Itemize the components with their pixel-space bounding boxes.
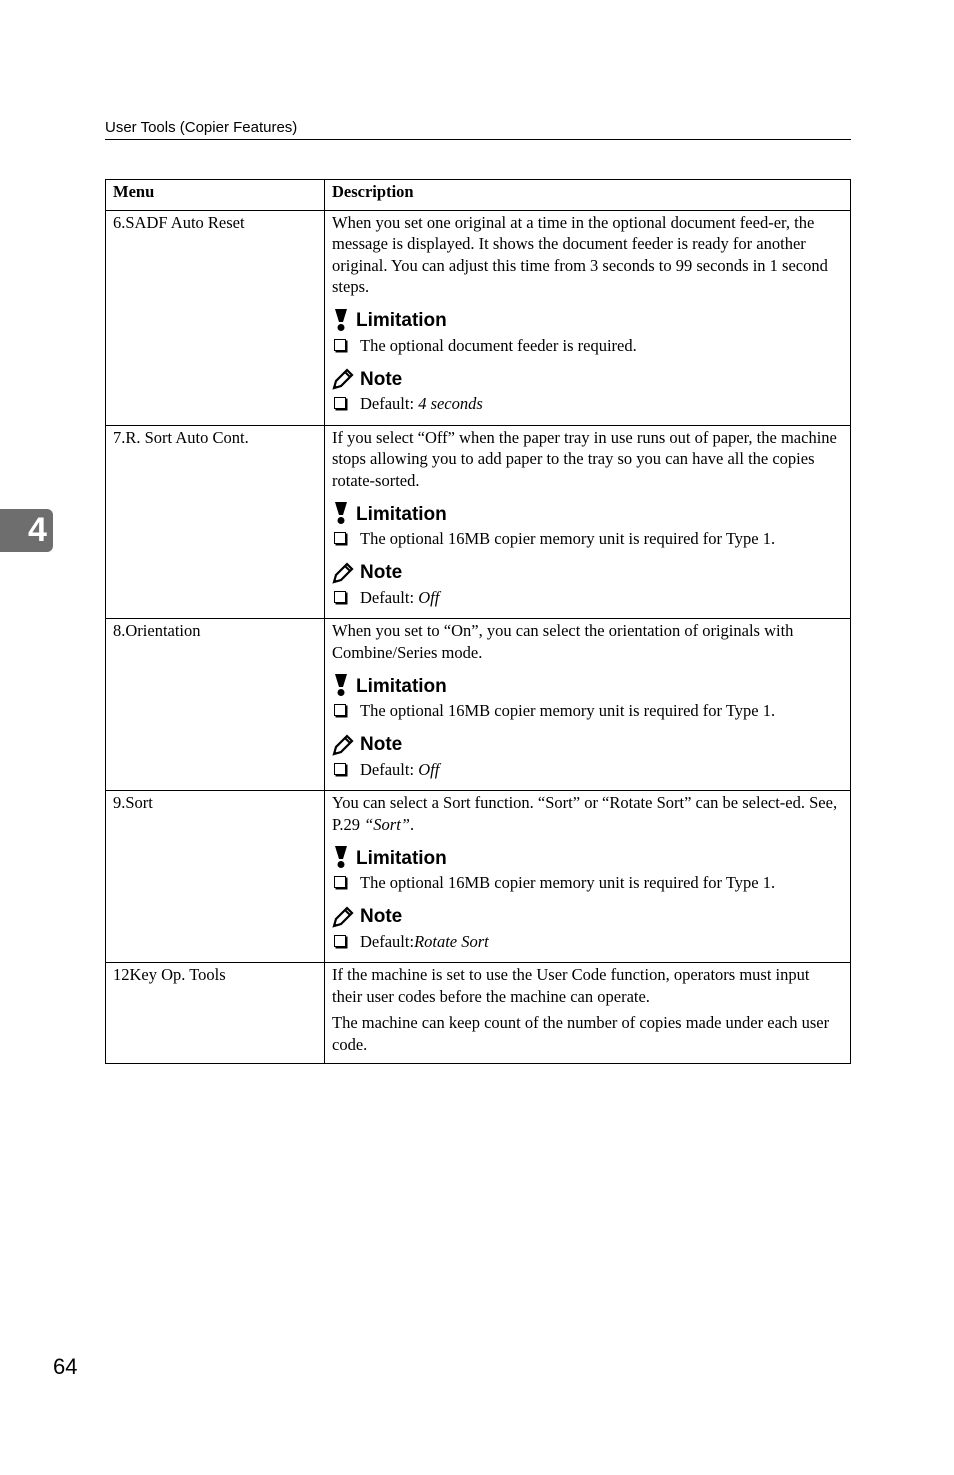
note-default-value: Off	[418, 587, 440, 607]
description-text: When you set one original at a time in the optional document feed-er, the message is displayed. It shows the document feeder is ready for another original. You can adjust this time from 3 seconds to 99 seconds in 1 second steps.	[332, 212, 828, 296]
menu-cell: 6.SADF Auto Reset	[106, 210, 325, 425]
menu-cell: 8.Orientation	[106, 619, 325, 791]
note-text	[360, 393, 483, 415]
note-prefix: Default:	[360, 587, 419, 607]
limitation-icon	[332, 845, 350, 869]
note-text	[360, 759, 439, 781]
note-heading	[332, 558, 843, 584]
note-prefix: Default:	[360, 759, 419, 779]
note-text	[360, 587, 439, 609]
chapter-tab: 4	[0, 509, 53, 552]
limitation-label: Limitation	[356, 503, 447, 525]
note-default-value: Off	[418, 759, 440, 779]
limitation-item	[332, 528, 843, 550]
limitation-heading	[332, 306, 843, 332]
page-number: 64	[53, 1354, 78, 1379]
limitation-label: Limitation	[356, 310, 447, 331]
limitation-item	[332, 700, 843, 722]
checkbox-bullet-icon	[334, 763, 346, 775]
column-header-description: Description	[325, 180, 851, 211]
limitation-icon	[332, 501, 350, 525]
limitation-text: The optional document feeder is required.	[360, 335, 637, 355]
note-label: Note	[360, 734, 403, 755]
description-cell	[325, 791, 851, 963]
description-text: If you select “Off” when the paper tray in use runs out of paper, the machine stops allowing you to add paper to the tray so you can have all the copies rotate-sorted.	[332, 427, 837, 490]
description-text: When you set to “On”, you can select the orientation of originals with Combine/Series mode.	[332, 621, 794, 662]
menu-cell: 9.Sort	[106, 791, 325, 963]
note-label: Note	[360, 906, 403, 927]
checkbox-bullet-icon	[334, 591, 346, 603]
note-text	[360, 931, 489, 953]
limitation-icon	[332, 308, 350, 332]
description-cell	[325, 425, 851, 619]
limitation-text: The optional 16MB copier memory unit is required for Type 1.	[360, 873, 776, 892]
checkbox-bullet-icon	[334, 704, 346, 716]
description-text-2: The machine can keep count of the number of copies made under each user code.	[332, 1013, 830, 1054]
note-prefix: Default:	[360, 394, 419, 413]
menu-cell: 12Key Op. Tools	[106, 963, 325, 1064]
table-row	[106, 210, 851, 425]
limitation-item	[332, 872, 843, 894]
description-end: .	[409, 814, 415, 834]
note-label: Note	[360, 562, 403, 583]
limitation-heading	[332, 671, 843, 697]
checkbox-bullet-icon	[334, 876, 346, 888]
note-item	[332, 931, 843, 953]
note-default-value: 4 seconds	[418, 394, 483, 413]
limitation-heading	[332, 843, 843, 869]
note-item	[332, 587, 843, 609]
description-cell	[325, 210, 851, 425]
limitation-text: The optional 16MB copier memory unit is required for Type 1.	[360, 529, 776, 548]
note-heading	[332, 364, 843, 390]
description-text	[332, 792, 843, 835]
table-row	[106, 619, 851, 791]
pencil-icon	[332, 368, 354, 390]
checkbox-bullet-icon	[334, 532, 346, 544]
pencil-icon	[332, 562, 354, 584]
note-heading	[332, 902, 843, 928]
table-header-row	[106, 180, 851, 211]
limitation-icon	[332, 673, 350, 697]
limitation-item	[332, 335, 843, 357]
checkbox-bullet-icon	[334, 397, 346, 409]
checkbox-bullet-icon	[334, 339, 346, 351]
table-row	[106, 791, 851, 963]
note-prefix: Default:	[360, 931, 415, 951]
settings-table	[105, 179, 851, 1064]
menu-cell: 7.R. Sort Auto Cont.	[106, 425, 325, 619]
table-row	[106, 425, 851, 619]
note-label: Note	[360, 368, 403, 390]
note-item	[332, 759, 843, 781]
limitation-heading	[332, 499, 843, 525]
description-main: You can select a Sort function. “Sort” or “Rotate Sort” can be select-ed. See, P.29	[332, 793, 838, 834]
description-cell	[325, 619, 851, 791]
column-header-menu: Menu	[106, 180, 325, 211]
running-header: User Tools (Copier Features)	[105, 119, 851, 140]
limitation-label: Limitation	[356, 847, 447, 869]
pencil-icon	[332, 906, 354, 928]
note-item	[332, 393, 843, 415]
checkbox-bullet-icon	[334, 935, 346, 947]
limitation-label: Limitation	[356, 675, 447, 697]
pencil-icon	[332, 734, 354, 756]
note-heading	[332, 730, 843, 756]
limitation-text: The optional 16MB copier memory unit is required for Type 1.	[360, 701, 776, 720]
cross-reference-link[interactable]: “Sort”	[364, 814, 410, 834]
description-cell	[325, 963, 851, 1064]
table-row	[106, 963, 851, 1064]
description-text: If the machine is set to use the User Code function, operators must input their user codes before the machine can operate.	[332, 965, 810, 1006]
note-default-value: Rotate Sort	[414, 931, 489, 951]
